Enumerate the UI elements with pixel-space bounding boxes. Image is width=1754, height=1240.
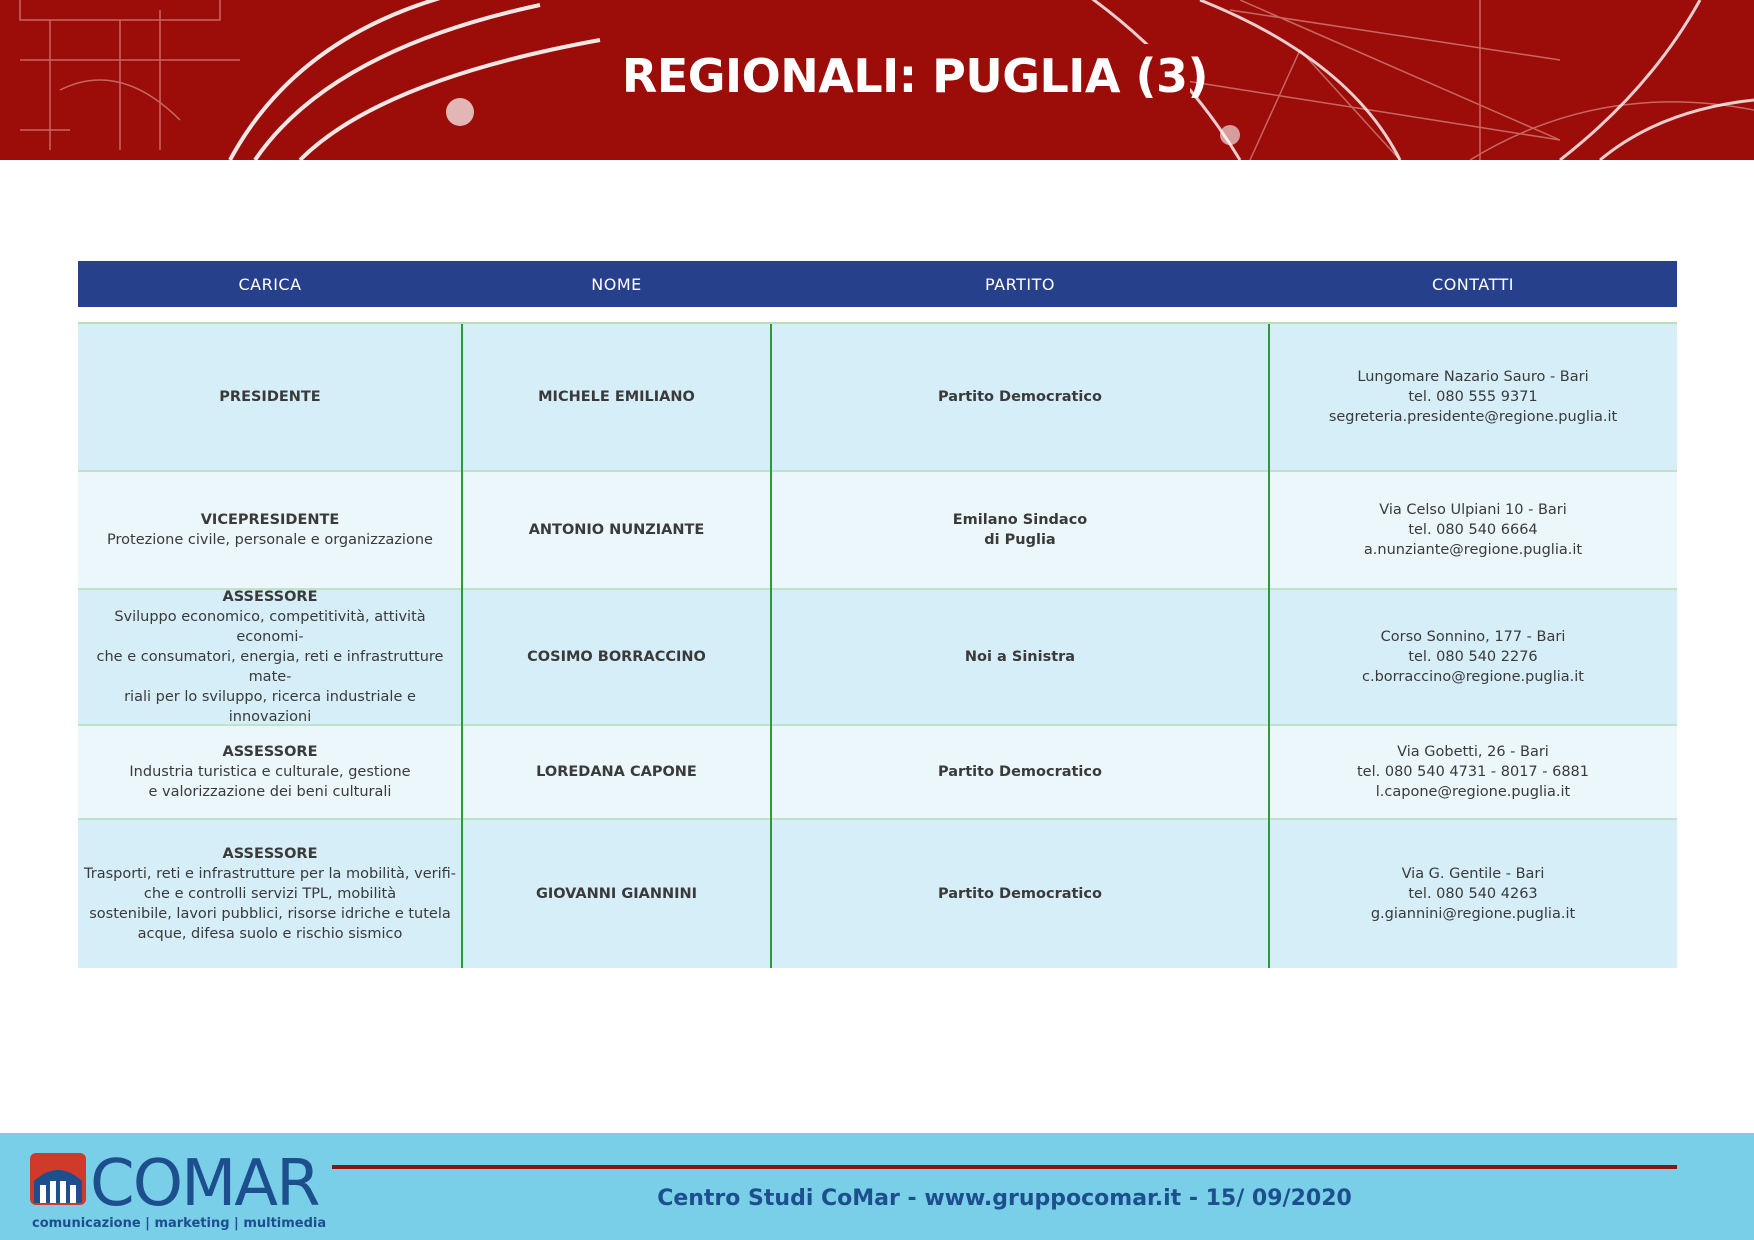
column-header-nome: NOME xyxy=(591,274,642,294)
contact-phone: tel. 080 555 9371 xyxy=(1408,389,1538,405)
column-header-contatti: CONTATTI xyxy=(1432,274,1514,294)
cell-carica xyxy=(78,472,462,588)
page-title: REGIONALI: PUGLIA (3) xyxy=(640,44,1190,108)
role-description-line: Industria turistica e culturale, gestione xyxy=(129,764,411,780)
role-description-line: Sviluppo economico, competitività, attività economi- xyxy=(114,609,426,645)
cell-partito xyxy=(771,590,1269,724)
footer-divider xyxy=(332,1165,1677,1169)
table-row xyxy=(78,726,1677,820)
contact-phone: tel. 080 540 4731 - 8017 - 6881 xyxy=(1356,764,1590,780)
footer-credit: Centro Studi CoMar - www.gruppocomar.it - 15/ 09/2020 xyxy=(657,1185,1352,1211)
party-line: Partito Democratico xyxy=(938,764,1102,780)
role-description-line: riali per lo sviluppo, ricerca industriale e innovazioni xyxy=(124,689,416,725)
contact-address: Corso Sonnino, 177 - Bari xyxy=(1380,629,1566,645)
svg-text:COMAR: COMAR xyxy=(90,1147,319,1221)
contact-address: Via G. Gentile - Bari xyxy=(1401,866,1545,882)
cell-carica xyxy=(78,726,462,818)
table-body xyxy=(78,322,1677,968)
role-title: ASSESSORE xyxy=(222,846,318,862)
cell-contatti xyxy=(1269,324,1677,470)
role-description-line: e valorizzazione dei beni culturali xyxy=(148,784,392,800)
contact-phone: tel. 080 540 2276 xyxy=(1408,649,1538,665)
cell-nome: MICHELE EMILIANO xyxy=(538,389,695,405)
table-row xyxy=(78,820,1677,968)
role-description-line: che e consumatori, energia, reti e infrastrutture mate- xyxy=(96,649,444,685)
role-title: VICEPRESIDENTE xyxy=(200,512,340,528)
role-description-line: che e controlli servizi TPL, mobilità xyxy=(143,886,397,902)
header-banner xyxy=(0,0,1754,160)
footer xyxy=(0,1133,1754,1240)
contact-email[interactable]: l.capone@regione.puglia.it xyxy=(1375,784,1571,800)
role-title: ASSESSORE xyxy=(222,589,318,605)
cell-partito xyxy=(771,820,1269,968)
cell-contatti xyxy=(1269,820,1677,968)
cell-contatti xyxy=(1269,726,1677,818)
column-header-partito: PARTITO xyxy=(985,274,1055,294)
contact-email[interactable]: a.nunziante@regione.puglia.it xyxy=(1363,542,1583,558)
building-icon xyxy=(30,1153,86,1205)
contact-email[interactable]: g.giannini@regione.puglia.it xyxy=(1370,906,1576,922)
party-line: di Puglia xyxy=(984,532,1056,548)
cell-carica xyxy=(78,590,462,724)
table-header xyxy=(78,261,1677,307)
cell-partito xyxy=(771,472,1269,588)
role-description-line: acque, difesa suolo e rischio sismico xyxy=(137,926,403,942)
cell-partito xyxy=(771,726,1269,818)
cell-nome: GIOVANNI GIANNINI xyxy=(535,886,698,902)
cell-nome: LOREDANA CAPONE xyxy=(536,764,697,780)
party-line: Emilano Sindaco xyxy=(952,512,1088,528)
contact-phone: tel. 080 540 6664 xyxy=(1408,522,1538,538)
table-row xyxy=(78,472,1677,590)
role-description-line: sostenibile, lavori pubblici, risorse idriche e tutela xyxy=(89,906,451,922)
cell-nome: COSIMO BORRACCINO xyxy=(527,649,706,665)
column-divider xyxy=(461,324,463,968)
role-title: ASSESSORE xyxy=(222,744,318,760)
cell-contatti xyxy=(1269,472,1677,588)
party-line: Partito Democratico xyxy=(938,886,1102,902)
cell-carica xyxy=(78,324,462,470)
contact-address: Via Celso Ulpiani 10 - Bari xyxy=(1379,502,1567,518)
officials-table xyxy=(78,261,1677,968)
table-row xyxy=(78,324,1677,472)
cell-contatti xyxy=(1269,590,1677,724)
table-row xyxy=(78,590,1677,726)
role-description-line: Trasporti, reti e infrastrutture per la mobilità, verifi- xyxy=(84,866,456,882)
role-title: PRESIDENTE xyxy=(219,389,321,405)
cell-nome: ANTONIO NUNZIANTE xyxy=(528,522,705,538)
cell-partito xyxy=(771,324,1269,470)
contact-address: Via Gobetti, 26 - Bari xyxy=(1397,744,1549,760)
column-header-carica: CARICA xyxy=(238,274,302,294)
cell-carica xyxy=(78,820,462,968)
column-divider xyxy=(770,324,772,968)
contact-email[interactable]: segreteria.presidente@regione.puglia.it xyxy=(1328,409,1618,425)
contact-email[interactable]: c.borraccino@regione.puglia.it xyxy=(1362,669,1584,685)
contact-address: Lungomare Nazario Sauro - Bari xyxy=(1357,369,1589,385)
logo-tagline: comunicazione | marketing | multimedia xyxy=(32,1216,327,1231)
role-description-line: Protezione civile, personale e organizzazione xyxy=(107,532,433,548)
party-line: Partito Democratico xyxy=(938,389,1102,405)
column-divider xyxy=(1268,324,1270,968)
contact-phone: tel. 080 540 4263 xyxy=(1408,886,1538,902)
party-line: Noi a Sinistra xyxy=(964,649,1076,665)
